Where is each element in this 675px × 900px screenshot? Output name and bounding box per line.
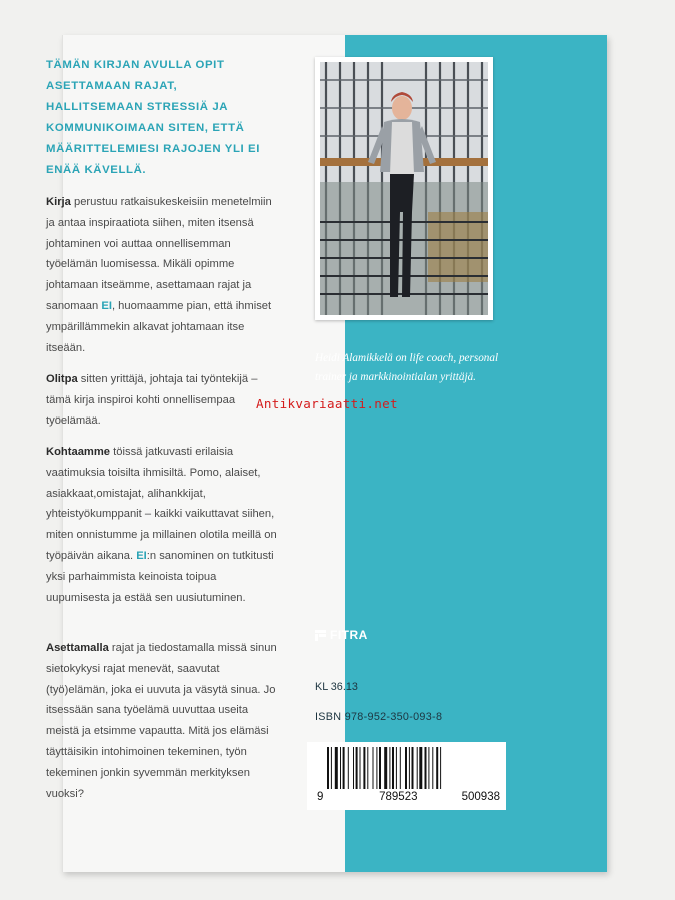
- barcode-bar: [340, 747, 341, 789]
- barcode-bar: [373, 747, 374, 789]
- ei-emphasis: EI: [101, 299, 112, 312]
- paragraph-lead: Olitpa: [46, 373, 78, 385]
- paragraph-asettamalla: [46, 638, 278, 804]
- barcode-bar: [327, 747, 329, 789]
- barcode-bar: [417, 747, 418, 789]
- barcode-bar: [392, 747, 394, 789]
- barcode-bar: [379, 747, 381, 789]
- barcode-bar: [419, 747, 422, 789]
- barcode-bar: [343, 747, 345, 789]
- paragraph-lead: Kirja: [46, 196, 71, 208]
- publisher-name: FITRA: [330, 628, 368, 642]
- paragraph-lead: Asettamalla: [46, 642, 109, 654]
- barcode-bar: [384, 747, 387, 789]
- classification-code: KL 36.13: [315, 681, 358, 693]
- barcode-digits: [317, 791, 500, 803]
- barcode-bar: [425, 747, 427, 789]
- paragraph-kohtaamme: [46, 442, 278, 608]
- barcode-digit-group: 500938: [461, 791, 500, 803]
- paragraph-olitpa: [46, 369, 278, 431]
- fitra-logo-icon: [315, 630, 326, 641]
- barcode-bar: [367, 747, 368, 789]
- barcode-bar: [363, 747, 365, 789]
- barcode-bar: [360, 747, 361, 789]
- author-photo-illustration: [320, 62, 488, 315]
- author-caption: Heidi Alamikkelä on life coach, personal trainer ja markkinointialan yrittäjä.: [315, 352, 499, 383]
- publisher-logo: [315, 628, 368, 642]
- barcode-bar: [376, 747, 377, 789]
- ei-emphasis: EI: [136, 549, 147, 562]
- cover-headline: TÄMÄN KIRJAN AVULLA OPIT ASETTAMAAN RAJAT, HALLITSEMAAN STRESSIÄ JA KOMMUNIKOIMAAN SITEN, ETTÄ MÄÄRITTELEMIESI RAJOJEN YLI EI ENÄÄ KÄVELLÄ.: [46, 59, 260, 176]
- paragraph-text: rajat ja tiedostamalla missä sinun sietokykysi rajat menevät, saavutat (työ)elämän, joka ei uuvuta ja väsytä sinua. Jo itsessään sana työelämä uuvuttaa useita meistä ja etsimme vapautta. Mitä jos elämäsi täyttäisikin intohimoinen tekeminen, työn tekeminen jonkin syvemmän merkityksen vuoksi?: [46, 642, 277, 800]
- paragraph-text: töissä jatkuvasti erilaisia vaatimuksia toisilta ihmisiltä. Pomo, alaiset, asiakkaat,omistajat, alihankkijat, yhteistyökumppanit – kaikki vaikuttavat siihen, miten onnistumme ja millainen olotila meillä on työpäivän aikana.: [46, 446, 277, 562]
- barcode-bar: [436, 747, 438, 789]
- barcode-bar: [331, 747, 332, 789]
- barcode-bar: [348, 747, 349, 789]
- barcode-bar: [396, 747, 397, 789]
- paragraph-text: , huomaamme pian, että ihmiset ympärillämmekin alkavat johtamaan itse itseään.: [46, 299, 272, 354]
- barcode-digit-group: 789523: [379, 791, 418, 803]
- paragraph-kirja: [46, 192, 278, 358]
- author-photo: [315, 57, 493, 320]
- barcode-bar: [353, 747, 354, 789]
- barcode-bars: [307, 742, 506, 792]
- paragraph-lead: Kohtaamme: [46, 446, 111, 458]
- barcode-bar: [432, 747, 433, 789]
- barcode-bar: [400, 747, 401, 789]
- barcode-bar: [428, 747, 429, 789]
- barcode-bar: [389, 747, 390, 789]
- barcode-bar: [356, 747, 358, 789]
- paragraph-text: perustuu ratkaisukeskeisiin menetelmiin ja antaa inspiraatiota siihen, miten itsensä johtaminen voi auttaa onnellisemman työelämän luomisessa. Mikäli opimme johtamaan itseämme, asettamaan rajat ja sanomaan: [46, 196, 272, 312]
- barcode-bar: [440, 747, 441, 789]
- paragraph-text: sitten yrittäjä, johtaja tai työntekijä – tämä kirja inspiroi kohti onnellisempaa työelämää.: [46, 373, 258, 427]
- barcode-digit-group: 9: [317, 791, 324, 803]
- barcode-bar: [335, 747, 338, 789]
- isbn: ISBN 978-952-350-093-8: [315, 711, 443, 723]
- barcode: [307, 742, 506, 810]
- watermark: Antikvariaatti.net: [256, 396, 398, 411]
- paragraph-text: :n sanominen on tutkitusti yksi parhaimmista keinoista toipua uupumisesta ja estää sen uusiutuminen.: [46, 549, 274, 604]
- author-photo-image: [320, 62, 488, 315]
- barcode-bar: [412, 747, 414, 789]
- barcode-bar: [409, 747, 410, 789]
- barcode-bar: [405, 747, 407, 789]
